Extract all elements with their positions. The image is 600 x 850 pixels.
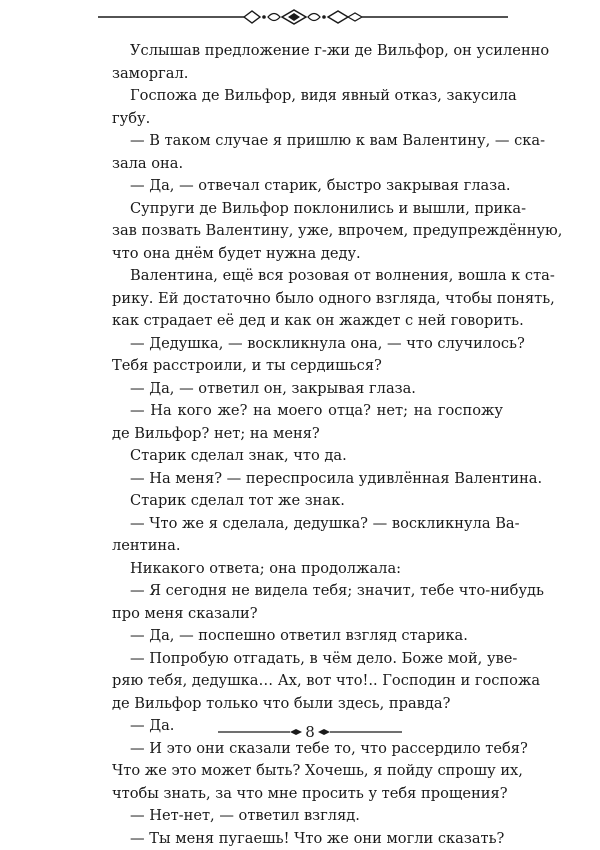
text-line: — Да, — отвечал старик, быстро закрывая глаза. [112, 175, 503, 198]
text-line: про меня сказали? [112, 603, 503, 626]
text-line: что она днём будет нужна деду. [112, 243, 503, 266]
text-line: де Вильфор? нет; на меня? [112, 423, 503, 446]
text-line: Тебя расстроили, и ты сердишься? [112, 355, 503, 378]
text-line: зав позвать Валентину, уже, впрочем, предупреждённую, [112, 220, 503, 243]
text-line: ряю тебя, дедушка… Ах, вот что!.. Господин и госпожа [112, 670, 503, 693]
text-line: Никакого ответа; она продолжала: [112, 558, 503, 581]
text-line: как страдает её дед и как он жаждет с ней говорить. [112, 310, 503, 333]
text-line: Что же это может быть? Хочешь, я пойду спрошу их, [112, 760, 503, 783]
ornament-divider-icon [98, 6, 508, 26]
text-line: — На меня? — переспросила удивлённая Валентина. [112, 468, 503, 491]
text-line: Старик сделал тот же знак. [112, 490, 503, 513]
text-line: — Дедушка, — воскликнула она, — что случилось? [112, 333, 503, 356]
text-line: — Ты меня пугаешь! Что же они могли сказать? [112, 828, 503, 850]
text-line: Валентина, ещё вся розовая от волнения, вошла к ста- [112, 265, 503, 288]
text-line: — Что же я сделала, дедушка? — воскликнула Ва- [112, 513, 503, 536]
text-line: — Да, — ответил он, закрывая глаза. [112, 378, 503, 401]
text-line: рику. Ей достаточно было одного взгляда, чтобы понять, [112, 288, 503, 311]
text-line: — В таком случае я пришлю к вам Валентину, — ска- [112, 130, 503, 153]
page-footer [210, 721, 410, 745]
text-line: чтобы знать, за что мне просить у тебя прощения? [112, 783, 503, 806]
text-line: Супруги де Вильфор поклонились и вышли, прика- [112, 198, 503, 221]
text-line: губу. [112, 108, 503, 131]
text-line: Услышав предложение г-жи де Вильфор, он усиленно [112, 40, 503, 63]
text-line: — Да. [112, 715, 503, 738]
text-line: заморгал. [112, 63, 503, 86]
text-line: де Вильфор только что были здесь, правда? [112, 693, 503, 716]
text-line: — Я сегодня не видела тебя; значит, тебе что-нибудь [112, 580, 503, 603]
text-line: лентина. [112, 535, 503, 558]
text-line: Старик сделал знак, что да. [112, 445, 503, 468]
text-line: — На кого же? на моего отца? нет; на госпожу [112, 400, 503, 423]
page-number: 8 [210, 722, 410, 742]
text-line: — И это они сказали тебе то, что рассердило тебя? [112, 738, 503, 761]
text-line: — Да, — поспешно ответил взгляд старика. [112, 625, 503, 648]
text-line: зала она. [112, 153, 503, 176]
text-line: — Нет-нет, — ответил взгляд. [112, 805, 503, 828]
top-ornament [98, 6, 508, 26]
text-line: Госпожа де Вильфор, видя явный отказ, закусила [112, 85, 503, 108]
text-line: — Попробую отгадать, в чём дело. Боже мой, уве- [112, 648, 503, 671]
